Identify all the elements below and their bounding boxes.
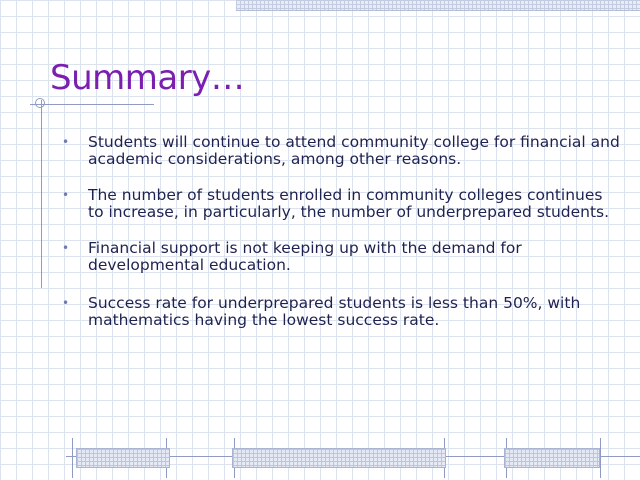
bullet-item	[62, 134, 622, 168]
bullet-list	[62, 134, 622, 329]
bullet-item	[62, 295, 622, 329]
bullet-item	[62, 187, 622, 221]
footer-tick	[72, 438, 73, 478]
bullet-text: Success rate for underprepared students is less than 50%, with mathematics having the lowest success rate.	[88, 294, 581, 329]
bullet-dot-icon: •	[62, 188, 70, 202]
bullet-dot-icon: •	[62, 135, 70, 149]
footer-tick	[600, 438, 601, 478]
bullet-dot-icon: •	[62, 296, 70, 310]
bullet-text: The number of students enrolled in community colleges continues to increase, in particularly, the number of underprepared students.	[88, 186, 610, 221]
title-underline	[30, 104, 154, 105]
footer-number-box	[504, 448, 600, 468]
bullet-text: Financial support is not keeping up with the demand for developmental education.	[88, 239, 522, 274]
top-decorative-band	[236, 0, 640, 11]
footer-center-box	[232, 448, 446, 468]
footer-date-box	[76, 448, 170, 468]
corner-ring-icon	[35, 98, 45, 108]
bullet-text: Students will continue to attend community college for financial and academic considerations, among other reasons.	[88, 133, 620, 168]
bullet-dot-icon: •	[62, 241, 70, 255]
left-vertical-line	[41, 100, 42, 288]
slide-title: Summary…	[50, 58, 245, 98]
bullet-item	[62, 240, 622, 274]
